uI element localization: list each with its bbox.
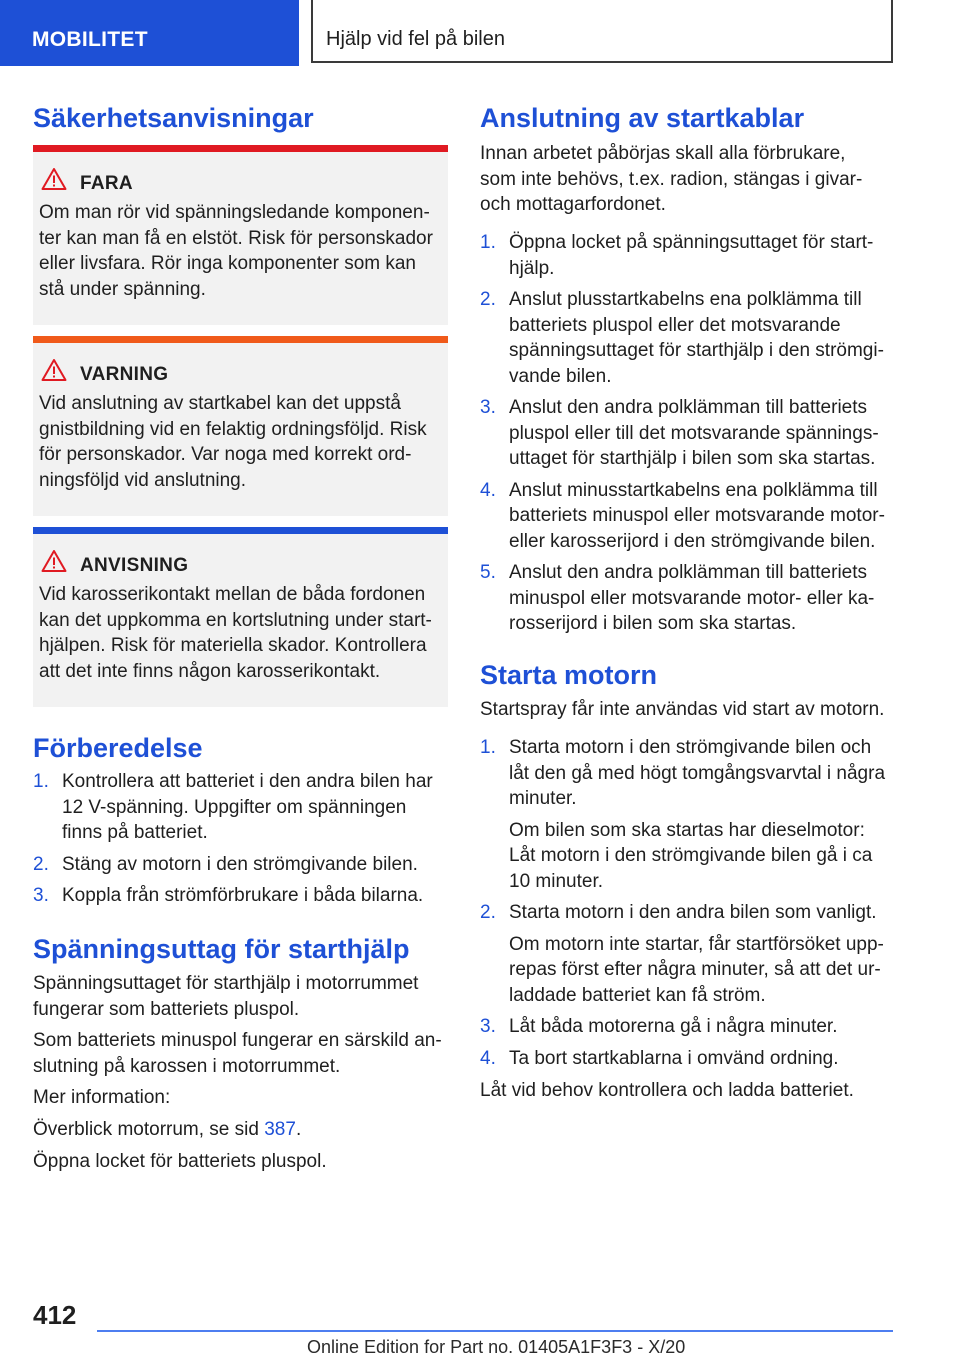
prep-heading: Förberedelse	[33, 733, 203, 763]
list-item: 2. Stäng av motorn i den strömgivande bilen.	[33, 853, 418, 875]
socket-reference: Överblick motorrum, se sid 387.	[33, 1119, 302, 1140]
warning-label: VARNING	[80, 364, 169, 385]
advice-bar	[33, 527, 448, 534]
edition-text: Online Edition for Part no. 01405A1F3F3 - X/20	[307, 1337, 686, 1357]
warning-triangle-icon	[41, 167, 67, 191]
start-intro: Startspray får inte användas vid start av motorn.	[480, 699, 885, 720]
socket-paragraph: Öppna locket för batteriets pluspol.	[33, 1151, 327, 1172]
list-item-note: Om motorn inte startar, får startförsöket upp-repas först efter några minuter, så att det ur-laddade batteriet kan få ström.	[509, 933, 884, 1006]
list-item: 2. Anslut plusstartkabelns ena polklämma till batteriets pluspol eller det motsvarande spänningsuttaget för starthjälp i den strömgi-vande bilen.	[480, 289, 884, 387]
list-item: 1. Starta motorn i den strömgivande bilen och låt den gå med högt tomgångsvarvtal i några minuter. Om bilen som ska startas har dieselmotor: Låt motorn i den strömgivande bilen gå i ca 10 minuter.	[480, 735, 892, 894]
start-list	[480, 735, 892, 1071]
socket-paragraph: Mer information:	[33, 1087, 171, 1108]
page-header	[0, 0, 960, 66]
list-item: 1. Kontrollera att batteriet i den andra bilen har 12 V-spänning. Uppgifter om spänningen finns på batteriet.	[33, 771, 433, 843]
prep-list	[33, 769, 443, 909]
socket-heading: Spänningsuttag för starthjälp	[33, 934, 410, 964]
footer-divider	[97, 1330, 893, 1332]
page-link[interactable]: 387	[264, 1119, 296, 1140]
danger-notice	[33, 145, 448, 325]
warning-bar	[33, 336, 448, 343]
list-item: 1. Öppna locket på spänningsuttaget för start-hjälp.	[480, 232, 874, 279]
warning-text: Vid anslutning av startkabel kan det uppstå gnistbildning vid en felaktig ordningsföljd. Risk för personskador. Var noga med korrekt ord-ningsföljd vid anslutning.	[39, 393, 427, 491]
danger-bar	[33, 145, 448, 152]
connect-intro: Innan arbetet påbörjas skall alla förbrukare, som inte behövs, t.ex. radion, stängas i givar- och mottagarfordonet.	[480, 143, 863, 215]
danger-text: Om man rör vid spänningsledande komponen-ter kan man få en elstöt. Risk för personskador eller livsfara. Rör inga komponenter som kan stå under spänning.	[39, 202, 433, 300]
list-item: 3. Anslut den andra polklämman till batteriets pluspol eller till det motsvarande spännings-uttaget för starthjälp i bilen som ska startas.	[480, 397, 879, 469]
socket-paragraph: Som batteriets minuspol fungerar en särskild an-slutning på karossen i motorrummet.	[33, 1030, 442, 1077]
warning-triangle-icon	[41, 358, 67, 382]
warning-triangle-icon	[41, 549, 67, 573]
advice-label: ANVISNING	[80, 555, 189, 576]
start-heading: Starta motorn	[480, 660, 658, 690]
list-item: 2. Starta motorn i den andra bilen som vanligt. Om motorn inte startar, får startförsöket upp-repas först efter några minuter, så att det ur-laddade batteriet kan få ström.	[480, 900, 892, 1008]
warning-notice	[33, 336, 448, 516]
chapter-tab	[311, 0, 893, 63]
list-item: 3. Låt båda motorerna gå i några minuter.	[480, 1016, 838, 1037]
list-item: 4. Anslut minusstartkabelns ena polklämma till batteriets minuspol eller motsvarande motor- eller karosserijord i den strömgivande bilen.	[480, 479, 885, 552]
connect-heading: Anslutning av startkablar	[480, 103, 805, 133]
safety-heading: Säkerhetsanvisningar	[33, 103, 314, 133]
advice-text: Vid karosserikontakt mellan de båda fordonen kan det uppkomma en kortslutning under start-hjälpen. Risk för materiella skador. Kontrollera att det inte finns någon karosserikontakt.	[39, 584, 432, 682]
list-item: 3. Koppla från strömförbrukare i båda bilarna.	[33, 885, 424, 906]
list-item: 5. Anslut den andra polklämman till batteriets minuspol eller motsvarande motor- eller ka-rosserijord i bilen som ska startas.	[480, 562, 875, 634]
section-tab	[0, 0, 299, 66]
start-outro: Låt vid behov kontrollera och ladda batteriet.	[480, 1080, 854, 1101]
list-item-note: Om bilen som ska startas har dieselmotor: Låt motorn i den strömgivande bilen gå i ca 10 minuter.	[509, 819, 873, 892]
connect-list	[480, 230, 892, 637]
danger-label: FARA	[80, 173, 133, 194]
list-item: 4. Ta bort startkablarna i omvänd ordning.	[480, 1047, 839, 1069]
advice-notice	[33, 527, 448, 707]
chapter-title: Hjälp vid fel på bilen	[326, 28, 505, 50]
page-number: 412	[33, 1300, 77, 1330]
section-title: MOBILITET	[32, 28, 148, 51]
socket-paragraph: Spänningsuttaget för starthjälp i motorrummet fungerar som batteriets pluspol.	[33, 973, 419, 1020]
